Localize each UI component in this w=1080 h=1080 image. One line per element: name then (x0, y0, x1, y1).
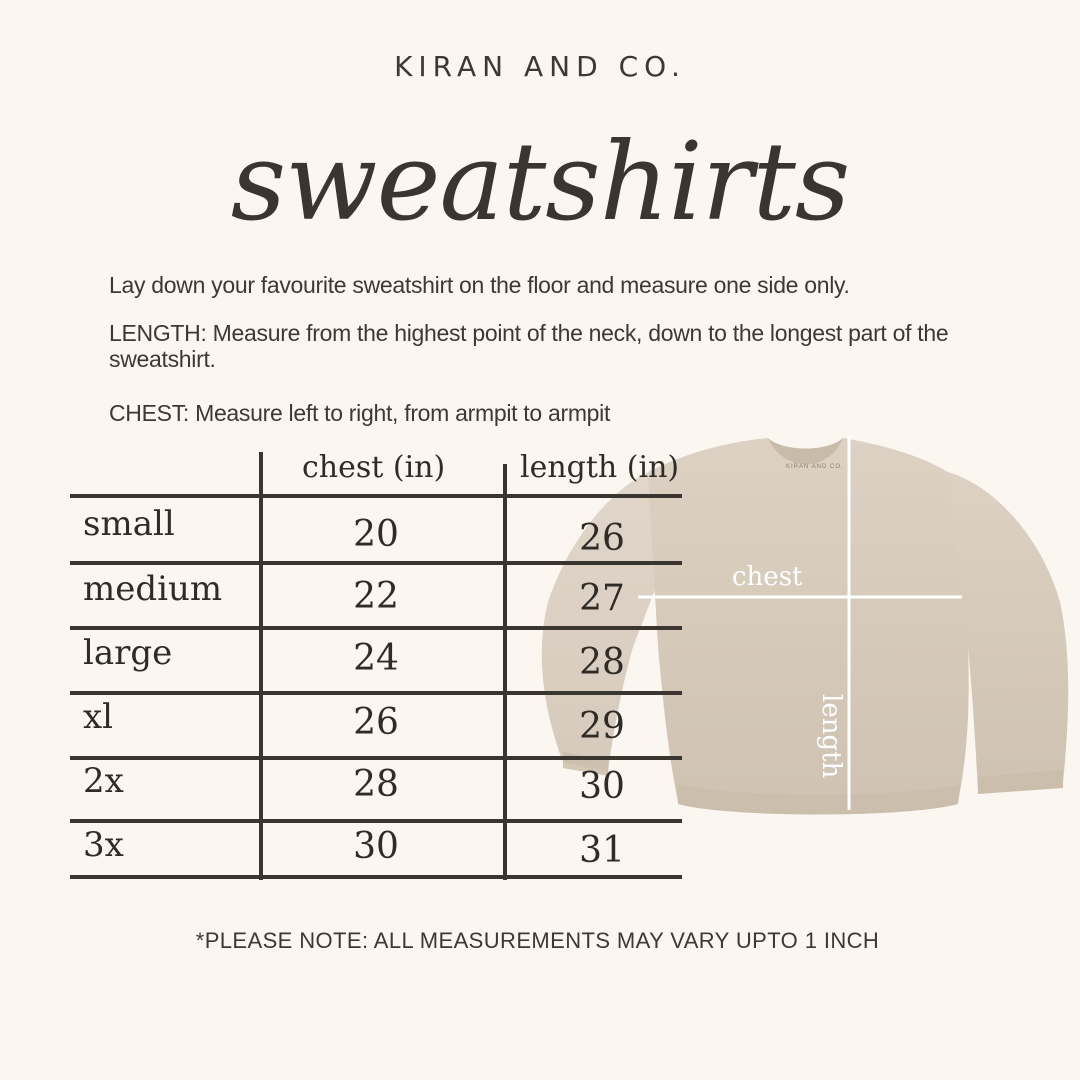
instruction-intro: Lay down your favourite sweatshirt on the floor and measure one side only. (109, 272, 850, 298)
size-table (70, 450, 682, 880)
cell-chest-large: 24 (353, 638, 399, 679)
cell-length-3x: 31 (579, 830, 625, 871)
column-divider (259, 452, 263, 880)
row-size-medium: medium (83, 569, 223, 609)
table-divider (70, 875, 682, 879)
row-size-xl: xl (83, 697, 114, 737)
cell-chest-3x: 30 (353, 826, 399, 867)
column-header-length: length (in) (520, 450, 680, 485)
cell-length-large: 28 (579, 642, 625, 683)
row-size-large: large (83, 633, 173, 673)
cell-length-xl: 29 (579, 706, 625, 747)
brand-name: KIRAN AND CO. (394, 50, 686, 83)
instruction-length: LENGTH: Measure from the highest point of the neck, down to the longest part of the sweatshirt. (109, 320, 949, 372)
measurement-note: *PLEASE NOTE: ALL MEASUREMENTS MAY VARY UPTO 1 INCH (195, 928, 880, 953)
cell-length-2x: 30 (579, 766, 625, 807)
shirt-tag: KIRAN AND CO. (786, 464, 844, 470)
cell-chest-small: 20 (353, 514, 399, 555)
table-divider (70, 819, 682, 823)
row-size-3x: 3x (83, 825, 124, 865)
cell-chest-2x: 28 (353, 764, 399, 805)
cell-length-medium: 27 (579, 578, 625, 619)
table-divider (70, 494, 682, 498)
row-size-2x: 2x (83, 761, 124, 801)
column-header-chest: chest (in) (302, 450, 446, 485)
page-title: sweatshirts (230, 120, 850, 245)
row-size-small: small (83, 504, 175, 544)
chest-label: chest (732, 562, 803, 592)
table-divider (70, 561, 682, 565)
column-divider (503, 464, 507, 880)
cell-length-small: 26 (579, 518, 625, 559)
length-label: length (816, 694, 846, 779)
cell-chest-medium: 22 (353, 576, 399, 617)
table-divider (70, 691, 682, 695)
cell-chest-xl: 26 (353, 702, 399, 743)
table-divider (70, 626, 682, 630)
instructions (109, 272, 979, 426)
instruction-chest: CHEST: Measure left to right, from armpit to armpit (109, 400, 611, 426)
table-divider (70, 756, 682, 760)
